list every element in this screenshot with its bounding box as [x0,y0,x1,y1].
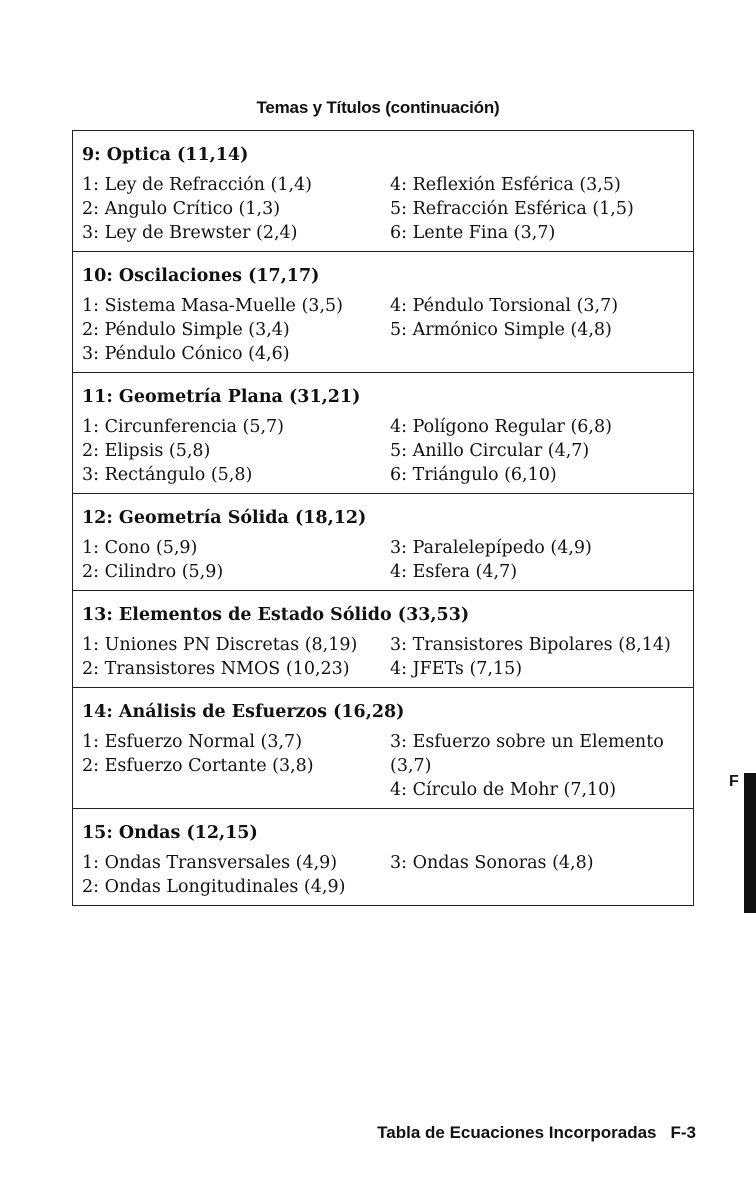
topic-item: 6: Lente Fina (3,7) [390,223,556,243]
topic-section [73,372,693,493]
topic-item: 2: Transistores NMOS (10,23) [82,659,350,679]
section-tab-bar [744,773,756,913]
items-column-left [82,730,390,802]
topic-item: 3: Rectángulo (5,8) [82,465,253,485]
topic-item: 1: Ley de Refracción (1,4) [82,175,313,195]
topic-item: 6: Triángulo (6,10) [390,465,557,485]
footer-title: Tabla de Ecuaciones Incorporadas [377,1123,657,1142]
items-column-right [390,851,690,899]
topic-item: 4: Polígono Regular (6,8) [390,417,612,437]
topic-item: 1: Circunferencia (5,7) [82,417,284,437]
topic-item: 5: Anillo Circular (4,7) [390,441,590,461]
topic-item: 2: Cilindro (5,9) [82,562,224,582]
topic-item: 4: Reflexión Esférica (3,5) [390,175,621,195]
items-column-right [390,294,690,366]
topic-item: 4: JFETs (7,15) [390,659,523,679]
items-column-right [390,536,690,584]
topic-item: 2: Esfuerzo Cortante (3,8) [82,756,314,776]
items-column-left [82,173,390,245]
topic-item: 5: Refracción Esférica (1,5) [390,199,634,219]
items-column-right [390,173,690,245]
section-title: 15: Ondas (12,15) [82,823,258,843]
topic-section [73,687,693,808]
page-footer [377,1123,696,1143]
items-column-right [390,730,690,802]
section-title: 12: Geometría Sólida (18,12) [82,508,367,528]
section-tab-letter: F [729,773,739,790]
section-title: 14: Análisis de Esfuerzos (16,28) [82,702,405,722]
topic-item: 1: Cono (5,9) [82,538,198,558]
items-column-left [82,294,390,366]
topic-item: 1: Uniones PN Discretas (8,19) [82,635,358,655]
topic-item: 3: Péndulo Cónico (4,6) [82,344,290,364]
section-title: 13: Elementos de Estado Sólido (33,53) [82,605,470,625]
items-column-left [82,633,390,681]
topic-item: 1: Sistema Masa-Muelle (3,5) [82,296,343,316]
topic-item: 2: Elipsis (5,8) [82,441,211,461]
page-title: Temas y Títulos (continuación) [256,98,500,117]
topic-item: 4: Círculo de Mohr (7,10) [390,780,617,800]
topic-section [73,493,693,590]
topic-item: 5: Armónico Simple (4,8) [390,320,612,340]
topic-item: 3: Esfuerzo sobre un Elemento (3,7) [390,732,664,776]
topic-item: 3: Ondas Sonoras (4,8) [390,853,594,873]
items-column-right [390,633,690,681]
topic-section [73,131,693,251]
topics-table [72,130,694,906]
items-column-left [82,415,390,487]
topic-item: 1: Esfuerzo Normal (3,7) [82,732,303,752]
topic-item: 4: Esfera (4,7) [390,562,518,582]
section-title: 10: Oscilaciones (17,17) [82,266,320,286]
items-column-right [390,415,690,487]
topic-item: 4: Péndulo Torsional (3,7) [390,296,619,316]
section-title: 11: Geometría Plana (31,21) [82,387,361,407]
topic-section [73,251,693,372]
topic-item: 1: Ondas Transversales (4,9) [82,853,338,873]
topic-item: 2: Péndulo Simple (3,4) [82,320,290,340]
topic-section [73,590,693,687]
topic-item: 3: Ley de Brewster (2,4) [82,223,298,243]
section-title: 9: Optica (11,14) [82,145,249,165]
page-number: F-3 [670,1123,696,1142]
topic-item: 3: Transistores Bipolares (8,14) [390,635,671,655]
topic-item: 2: Angulo Crítico (1,3) [82,199,281,219]
items-column-left [82,851,390,899]
topic-item: 2: Ondas Longitudinales (4,9) [82,877,346,897]
topic-section [73,808,693,905]
topic-item: 3: Paralelepípedo (4,9) [390,538,592,558]
items-column-left [82,536,390,584]
